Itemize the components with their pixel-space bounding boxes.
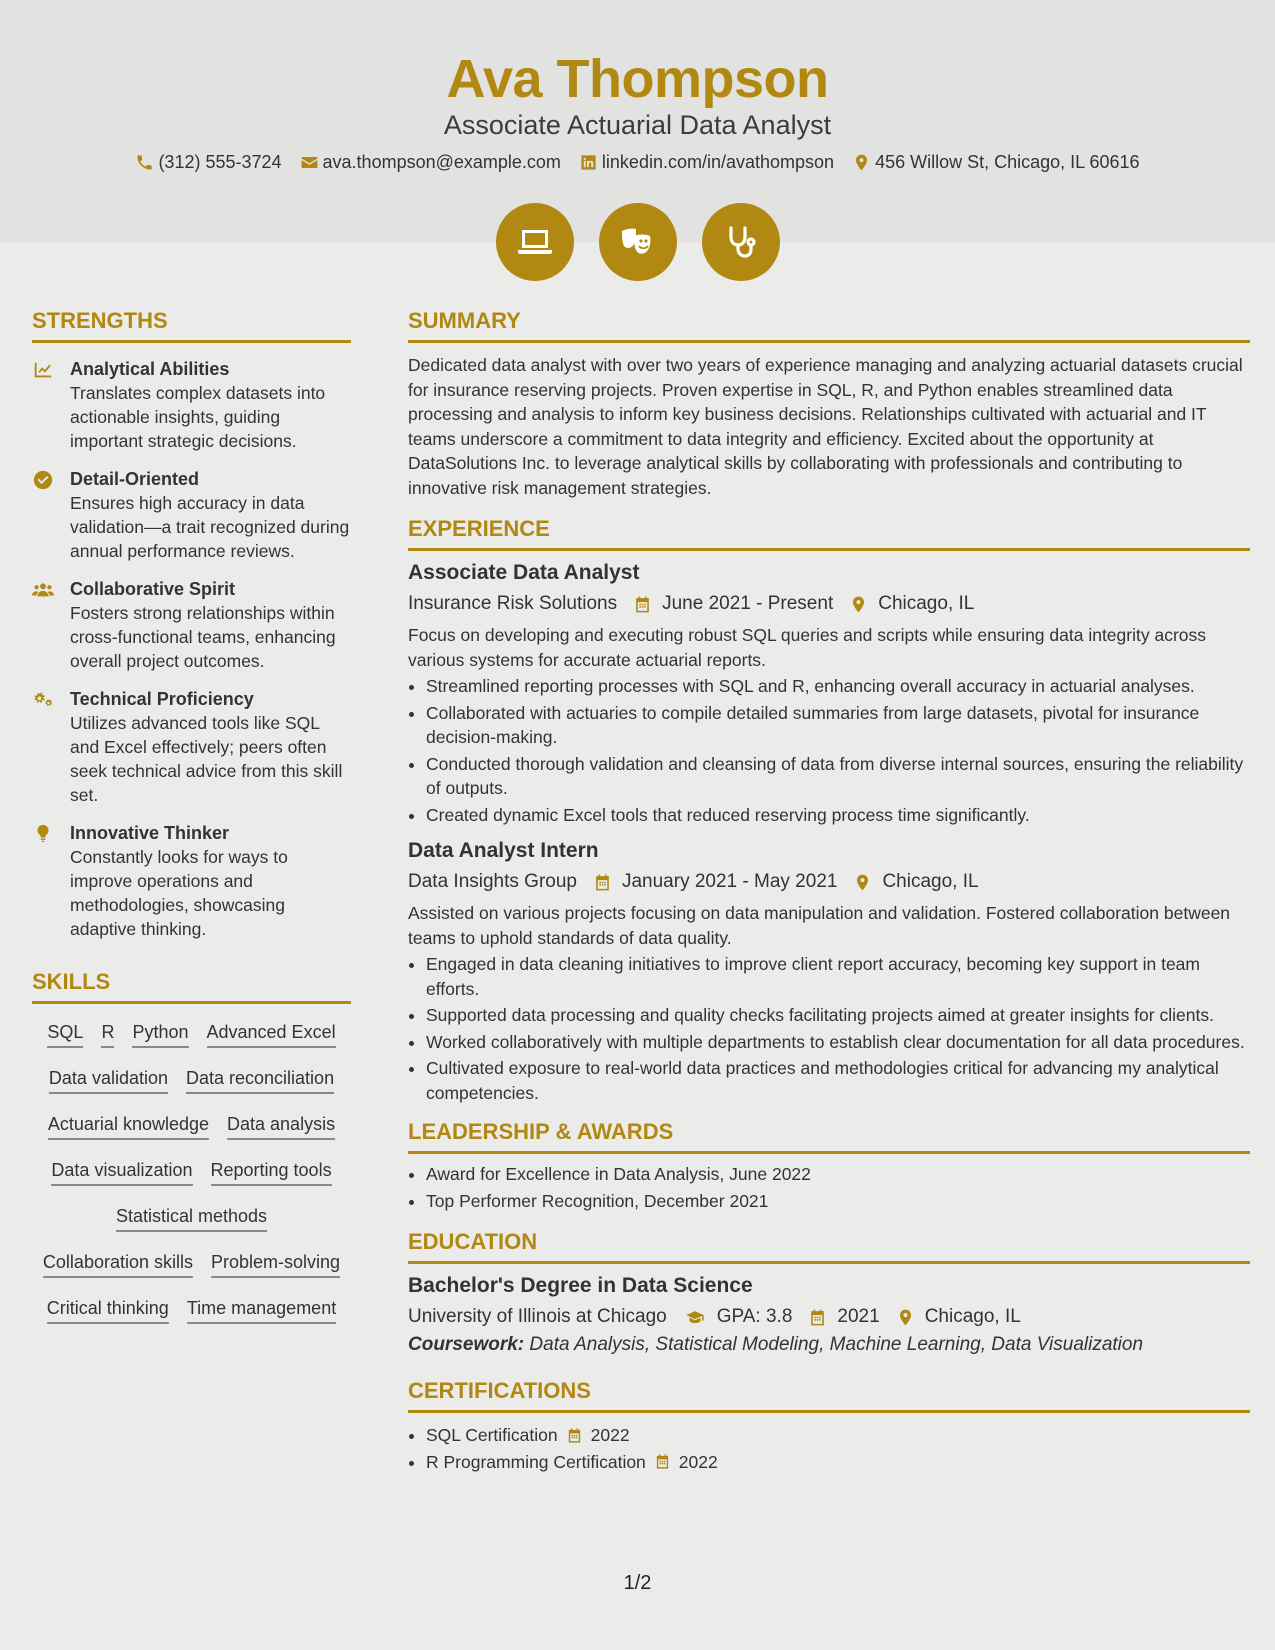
- strength-desc: Constantly looks for ways to improve operations and methodologies, showcasing adaptive thinking.: [70, 847, 288, 939]
- coursework-text: Data Analysis, Statistical Modeling, Machine Learning, Data Visualization: [529, 1334, 1144, 1355]
- job-entry: [408, 839, 1250, 1105]
- strength-title: Detail-Oriented: [70, 469, 200, 489]
- skill-tag: Data visualization: [51, 1159, 192, 1186]
- skill-tag: Advanced Excel: [207, 1021, 336, 1048]
- calendar-icon: [633, 595, 652, 614]
- skill-tag: Data validation: [49, 1067, 168, 1094]
- list-item: • Created dynamic Excel tools that reduced reserving process time significantly.: [426, 803, 1250, 828]
- email-text: ava.thompson@example.com: [322, 152, 561, 172]
- job-bullets: [408, 952, 1250, 1105]
- calendar-icon: [566, 1427, 583, 1444]
- list-item: • Collaborated with actuaries to compile detailed summaries from large datasets, pivotal for insurance decision-making.: [426, 701, 1250, 750]
- laptop-code-icon: [515, 222, 555, 262]
- contact-row: [0, 152, 1275, 173]
- skill-tag: Time management: [187, 1297, 336, 1324]
- strength-title: Collaborative Spirit: [70, 579, 236, 599]
- strengths-heading: STRENGTHS: [32, 308, 351, 343]
- skill-tag: Statistical methods: [116, 1205, 267, 1232]
- candidate-role: Associate Actuarial Data Analyst: [443, 110, 832, 140]
- skill-tag: Data reconciliation: [186, 1067, 334, 1094]
- job-location: Chicago, IL: [882, 871, 979, 892]
- graduation-year: 2021: [837, 1306, 880, 1327]
- list-item: • Worked collaboratively with multiple departments to establish clear documentation for all data procedures.: [426, 1030, 1250, 1055]
- graduation-cap-icon: [683, 1308, 707, 1327]
- cogs-icon: [32, 689, 54, 711]
- right-column: [408, 308, 1250, 1476]
- summary-heading: SUMMARY: [408, 308, 1250, 343]
- skill-tag: Collaboration skills: [43, 1251, 193, 1278]
- badge-laptop: [496, 203, 574, 281]
- left-column: [32, 308, 351, 1324]
- cert-name: • SQL Certification: [426, 1425, 558, 1445]
- list-item: • Streamlined reporting processes with SQL and R, enhancing overall accuracy in actuarial analyses.: [426, 674, 1250, 699]
- strength-desc: Fosters strong relationships within cross-functional teams, enhancing overall project outcomes.: [70, 603, 336, 671]
- job-dates: January 2021 - May 2021: [621, 871, 838, 892]
- certifications-list: [408, 1423, 1250, 1474]
- job-desc: Focus on developing and executing robust SQL queries and scripts while ensuring data integrity across various systems for accurate actuarial reports.: [408, 625, 1207, 670]
- leadership-list: [408, 1162, 1250, 1213]
- list-item: • Conducted thorough validation and cleansing of data from diverse internal sources, ensuring the reliability of outputs.: [426, 752, 1250, 801]
- map-marker-icon: [853, 873, 872, 892]
- skill-tag: Problem-solving: [211, 1251, 340, 1278]
- cert-year: 2022: [590, 1425, 630, 1445]
- skill-tag: Critical thinking: [47, 1297, 169, 1324]
- list-item: • Supported data processing and quality checks facilitating projects aimed at greater insights for clients.: [426, 1003, 1250, 1028]
- page-number: 1/2: [623, 1572, 652, 1594]
- skill-tag: Python: [132, 1021, 188, 1048]
- list-item: • Engaged in data cleaning initiatives to improve client report accuracy, becoming key support in team efforts.: [426, 952, 1250, 1001]
- candidate-name: Ava Thompson: [446, 49, 829, 109]
- badge-row: [0, 203, 1275, 281]
- theater-masks-icon: [618, 222, 658, 262]
- job-dates: June 2021 - Present: [662, 593, 834, 614]
- summary-text: Dedicated data analyst with over two years of experience managing and analyzing actuarial datasets crucial for insurance reserving projects. Proven expertise in SQL, R, and Python enables streamlined data processing and analysis to inform key business decisions. Relationships cultivated with actuarial and IT teams underscore a commitment to data integrity and efficiency. Excited about the opportunity at DataSolutions Inc. to leverage analytical skills by collaborating with professionals and contributing to innovative risk management strategies.: [408, 355, 1243, 498]
- certifications-heading: CERTIFICATIONS: [408, 1378, 1250, 1413]
- map-marker-icon: [852, 153, 871, 172]
- job-meta: [408, 871, 1250, 893]
- skill-tag: Reporting tools: [211, 1159, 332, 1186]
- strength-desc: Utilizes advanced tools like SQL and Excel effectively; peers often seek technical advice from this skill set.: [70, 713, 343, 805]
- map-marker-icon: [896, 1308, 915, 1327]
- list-item: [426, 1423, 1250, 1448]
- coursework: [408, 1334, 1250, 1356]
- list-item: • Top Performer Recognition, December 2021: [426, 1189, 1250, 1214]
- linkedin-icon: [579, 153, 598, 172]
- gpa: GPA: 3.8: [716, 1306, 793, 1327]
- cert-year: 2022: [678, 1451, 718, 1472]
- coursework-label: Coursework:: [408, 1334, 525, 1355]
- contact-address: [852, 152, 1139, 173]
- contact-phone[interactable]: [135, 152, 281, 173]
- education-location: Chicago, IL: [924, 1306, 1021, 1327]
- experience-heading: EXPERIENCE: [408, 516, 1250, 551]
- calendar-icon: [654, 1453, 671, 1470]
- calendar-icon: [593, 873, 612, 892]
- linkedin-text: linkedin.com/in/avathompson: [601, 152, 835, 172]
- job-entry: [408, 561, 1250, 827]
- education-heading: EDUCATION: [408, 1229, 1250, 1264]
- list-item: • Cultivated exposure to real-world data practices and methodologies critical for advancing my analytical competencies.: [426, 1056, 1250, 1105]
- envelope-icon: [300, 153, 319, 172]
- degree: Bachelor's Degree in Data Science: [408, 1274, 753, 1297]
- strength-desc: Translates complex datasets into actionable insights, guiding important strategic decisions.: [70, 383, 326, 451]
- strength-item: [32, 577, 351, 673]
- skills-heading: SKILLS: [32, 969, 351, 1004]
- job-bullets: [408, 674, 1250, 827]
- skills-list: [32, 1021, 351, 1324]
- check-circle-icon: [32, 469, 54, 491]
- job-title: Associate Data Analyst: [408, 561, 640, 584]
- strength-item: [32, 687, 351, 807]
- skill-tag: Data analysis: [227, 1113, 335, 1140]
- contact-email[interactable]: [300, 152, 561, 173]
- calendar-icon: [808, 1308, 827, 1327]
- strength-title: Technical Proficiency: [70, 689, 254, 709]
- list-item: [426, 1450, 1250, 1475]
- skill-tag: SQL: [47, 1021, 83, 1048]
- job-location: Chicago, IL: [878, 593, 975, 614]
- job-desc: Assisted on various projects focusing on data manipulation and validation. Fostered collaboration between teams to uphold standards of data quality.: [408, 903, 1231, 948]
- map-marker-icon: [849, 595, 868, 614]
- education-meta: [408, 1306, 1250, 1328]
- badge-masks: [599, 203, 677, 281]
- badge-stethoscope: [702, 203, 780, 281]
- strength-item: [32, 357, 351, 453]
- users-icon: [32, 579, 54, 601]
- skill-tag: R: [101, 1021, 114, 1048]
- job-meta: [408, 593, 1250, 615]
- contact-linkedin[interactable]: [579, 152, 834, 173]
- strength-title: Innovative Thinker: [70, 823, 230, 843]
- chart-line-icon: [32, 359, 54, 381]
- address-text: 456 Willow St, Chicago, IL 60616: [875, 152, 1140, 172]
- job-company: Data Insights Group: [408, 871, 577, 892]
- job-title: Data Analyst Intern: [408, 839, 599, 862]
- skill-tag: Actuarial knowledge: [48, 1113, 209, 1140]
- strength-desc: Ensures high accuracy in data validation—a trait recognized during annual performance reviews.: [70, 493, 350, 561]
- strength-title: Analytical Abilities: [70, 359, 230, 379]
- list-item: • Award for Excellence in Data Analysis, June 2022: [426, 1162, 1250, 1187]
- strength-item: [32, 821, 351, 941]
- school: University of Illinois at Chicago: [408, 1306, 667, 1327]
- leadership-heading: LEADERSHIP & AWARDS: [408, 1119, 1250, 1154]
- stethoscope-icon: [721, 222, 761, 262]
- phone-icon: [135, 153, 154, 172]
- phone-text: (312) 555-3724: [158, 152, 282, 172]
- job-company: Insurance Risk Solutions: [408, 593, 618, 614]
- cert-name: • R Programming Certification: [426, 1451, 646, 1472]
- lightbulb-icon: [32, 823, 54, 845]
- strength-item: [32, 467, 351, 563]
